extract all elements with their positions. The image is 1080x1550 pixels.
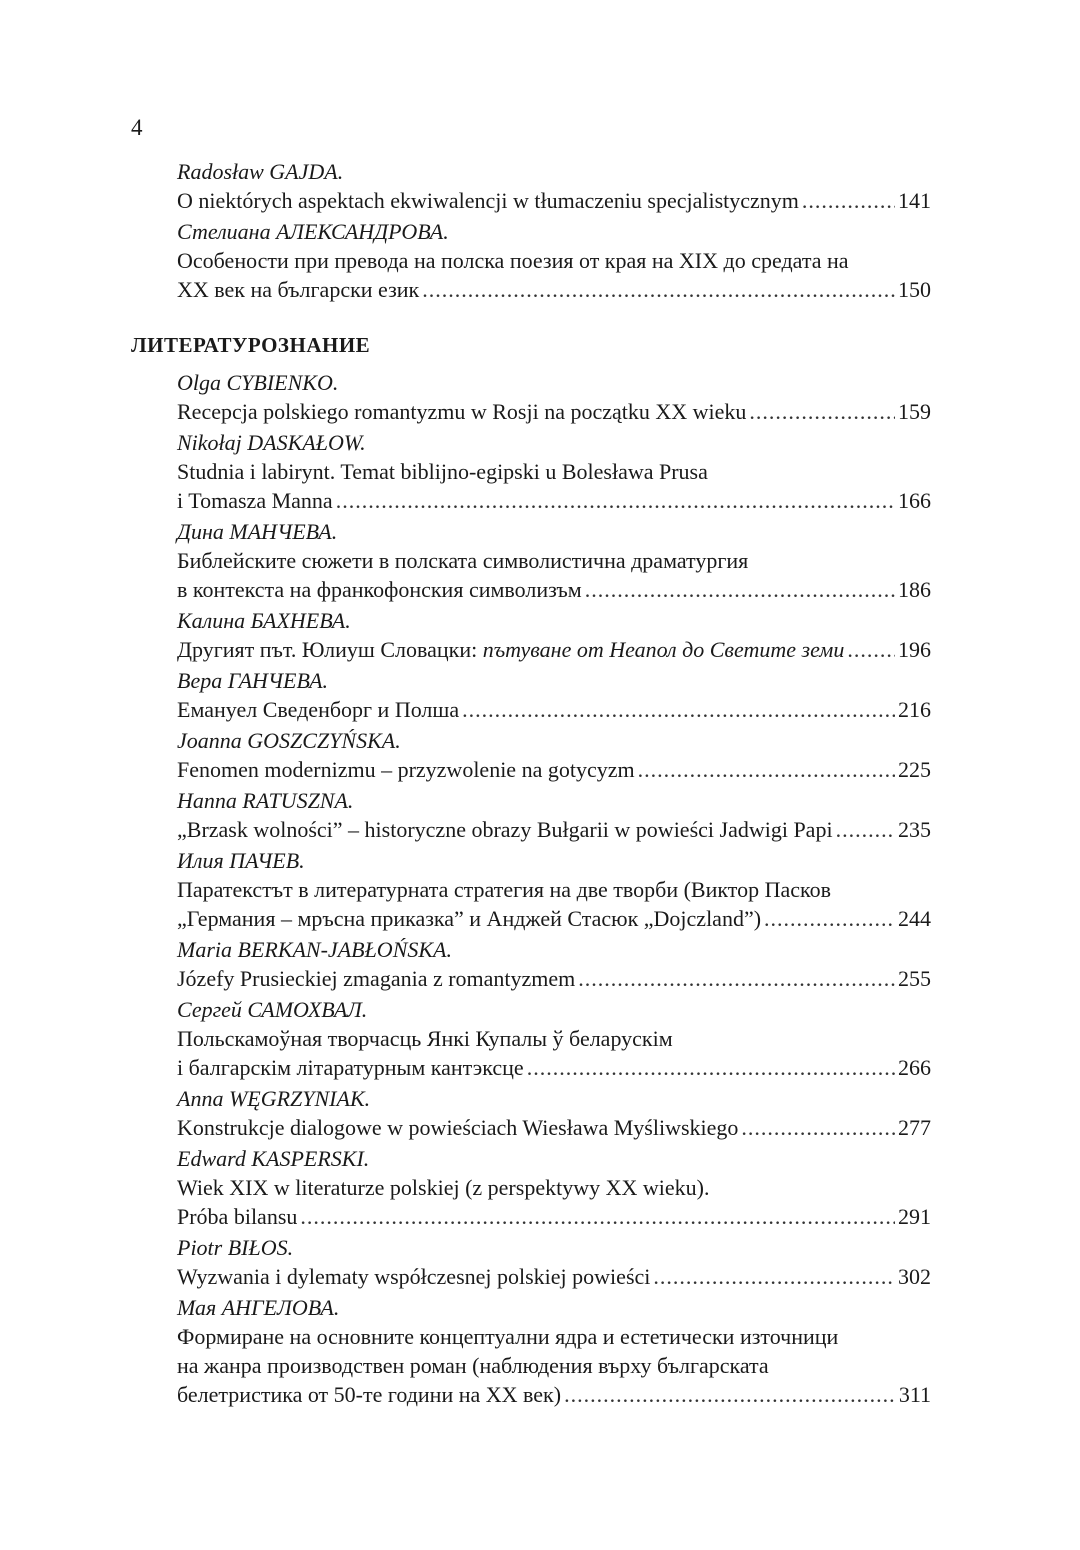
entry-author: Калина БАХНЕВА. <box>177 608 351 633</box>
toc-entry <box>131 935 931 993</box>
entry-title-text <box>177 695 459 724</box>
entry-title-line: Studnia i labirynt. Temat biblijno-egipski u Bolesława Prusa <box>177 459 708 484</box>
entry-title-last-line <box>177 695 931 724</box>
dot-leader <box>527 1053 895 1082</box>
dot-leader <box>422 275 895 304</box>
toc-entry <box>131 157 931 215</box>
entry-title-last-line <box>177 1380 931 1409</box>
entry-title-last-line <box>177 904 931 933</box>
entry-page-number: 141 <box>898 188 931 213</box>
dot-leader <box>564 1380 896 1409</box>
table-of-contents <box>131 157 931 1409</box>
toc-entry <box>131 428 931 515</box>
dot-leader <box>741 1113 895 1142</box>
entry-title-text <box>177 575 582 604</box>
toc-entry <box>131 606 931 664</box>
entry-page-number: 216 <box>898 697 931 722</box>
entry-author: Дина МАНЧЕВА. <box>177 519 338 544</box>
dot-leader <box>653 1262 895 1291</box>
entry-author: Edward KASPERSKI. <box>177 1146 370 1171</box>
toc-entry <box>131 846 931 933</box>
entry-title-last-line <box>177 397 931 426</box>
entry-author: Стелиана АЛЕКСАНДРОВА. <box>177 219 449 244</box>
entry-page-number: 266 <box>898 1055 931 1080</box>
entry-title: Другият път. Юлиуш Словацки: <box>177 637 483 662</box>
dot-leader <box>749 397 895 426</box>
entry-title-last-line <box>177 1202 931 1231</box>
entry-title-last-line <box>177 486 931 515</box>
entry-title: O niektórych aspektach ekwiwalencji w tłumaczeniu specjalistycznym <box>177 188 799 213</box>
entry-page-number: 235 <box>898 817 931 842</box>
toc-entry <box>131 726 931 784</box>
entry-title: белетристика от 50-те години на XX век) <box>177 1382 562 1407</box>
entry-page-number: 291 <box>898 1204 931 1229</box>
entry-title-text <box>177 635 844 664</box>
entry-title: „Brzask wolności” – historyczne obrazy Bułgarii w powieści Jadwigi Papi <box>177 817 833 842</box>
dot-leader <box>847 635 895 664</box>
entry-title-italic: пътуване от Неапол до Светите земи <box>482 637 845 662</box>
entry-author: Radosław GAJDA. <box>177 159 344 184</box>
entry-author: Nikołaj DASKAŁOW. <box>177 430 366 455</box>
toc-entry <box>131 517 931 604</box>
dot-leader <box>578 964 895 993</box>
entry-title: Konstrukcje dialogowe w powieściach Wiesława Myśliwskiego <box>177 1115 739 1140</box>
dot-leader <box>764 904 895 933</box>
entry-author: Anna WĘGRZYNIAK. <box>177 1086 371 1111</box>
entry-page-number: 166 <box>898 488 931 513</box>
entry-author: Maria BERKAN-JABŁOŃSKA. <box>177 937 452 962</box>
entry-title: i Tomasza Manna <box>177 488 333 513</box>
entry-title-text <box>177 904 761 933</box>
entry-title-text <box>177 755 635 784</box>
entry-title-line: Польскамоўная творчасць Янкі Купалы ў беларускім <box>177 1026 673 1051</box>
entry-page-number: 186 <box>898 577 931 602</box>
toc-entry <box>131 368 931 426</box>
entry-title-text <box>177 275 419 304</box>
entry-title-last-line <box>177 1262 931 1291</box>
entry-title-text <box>177 186 799 215</box>
dot-leader <box>336 486 895 515</box>
toc-entry <box>131 217 931 304</box>
entry-page-number: 277 <box>898 1115 931 1140</box>
entry-author: Piotr BIŁOS. <box>177 1235 294 1260</box>
entry-title-line: Формиране на основните концептуални ядра и естетически източници <box>177 1324 839 1349</box>
entry-title: Емануел Сведенборг и Полша <box>177 697 460 722</box>
entry-title-line: Паратекстът в литературната стратегия на две творби (Виктор Пасков <box>177 877 831 902</box>
entry-title-last-line <box>177 575 931 604</box>
entry-page-number: 302 <box>898 1264 931 1289</box>
entry-title: XX век на български език <box>177 277 420 302</box>
entry-title-last-line <box>177 1053 931 1082</box>
entry-author: Olga CYBIENKO. <box>177 370 339 395</box>
entry-title-text <box>177 1202 297 1231</box>
dot-leader <box>462 695 895 724</box>
entry-page-number: 311 <box>898 1382 931 1407</box>
dot-leader <box>638 755 895 784</box>
dot-leader <box>585 575 895 604</box>
entry-title-last-line <box>177 815 931 844</box>
entry-title-text <box>177 486 333 515</box>
entry-title-last-line <box>177 964 931 993</box>
entry-title: Józefy Prusieckiej zmagania z romantyzmem <box>177 966 576 991</box>
entry-title-text <box>177 964 575 993</box>
dot-leader <box>300 1202 895 1231</box>
entry-author: Илия ПАЧЕВ. <box>177 848 305 873</box>
entry-title-last-line <box>177 1113 931 1142</box>
entry-title-text <box>177 1053 524 1082</box>
entry-author: Мая АНГЕЛОВА. <box>177 1295 340 1320</box>
dot-leader <box>836 815 895 844</box>
entry-page-number: 255 <box>898 966 931 991</box>
entry-page-number: 225 <box>898 757 931 782</box>
entry-title: Fenomen modernizmu – przyzwolenie na gotycyzm <box>177 757 635 782</box>
toc-entry <box>131 666 931 724</box>
entry-title-line: Особености при превода на полска поезия от края на XIX до средата на <box>177 248 849 273</box>
entry-author: Вера ГАНЧЕВА. <box>177 668 329 693</box>
entry-title-text <box>177 815 833 844</box>
entry-author: Joanna GOSZCZYŃSKA. <box>177 728 401 753</box>
entry-title: „Германия – мръсна приказка” и Анджей Стасюк „Dojczland”) <box>177 906 762 931</box>
entry-title-line: Библейските сюжети в полската символистична драматургия <box>177 548 749 573</box>
entry-title-line: на жанра производствен роман (наблюдения върху българската <box>177 1353 769 1378</box>
entry-title-text <box>177 1262 650 1291</box>
entry-title-text <box>177 1113 738 1142</box>
entry-author: Сергей САМОХВАЛ. <box>177 997 368 1022</box>
entry-title-last-line <box>177 275 931 304</box>
page-number: 4 <box>131 115 143 140</box>
entry-page-number: 150 <box>898 277 931 302</box>
entry-page-number: 159 <box>898 399 931 424</box>
entry-title-last-line <box>177 186 931 215</box>
entry-page-number: 244 <box>898 906 931 931</box>
entry-author: Hanna RATUSZNA. <box>177 788 354 813</box>
toc-section-entries <box>131 368 931 1409</box>
entry-page-number: 196 <box>898 637 931 662</box>
entry-title-text <box>177 397 746 426</box>
toc-top-entries <box>131 157 931 304</box>
section-heading: ЛИТЕРАТУРОЗНАНИЕ <box>131 333 371 357</box>
toc-entry <box>131 1144 931 1231</box>
entry-title: Wyzwania i dylematy współczesnej polskiej powieści <box>177 1264 651 1289</box>
entry-title-last-line <box>177 755 931 784</box>
toc-entry <box>131 1233 931 1291</box>
dot-leader <box>802 186 895 215</box>
toc-entry <box>131 1084 931 1142</box>
toc-entry <box>131 1293 931 1409</box>
entry-title-last-line <box>177 635 931 664</box>
entry-title: в контекста на франкофонския символизъм <box>177 577 582 602</box>
entry-title: Recepcja polskiego romantyzmu w Rosji na początku XX wieku <box>177 399 747 424</box>
entry-title: і балгарскім літаратурным кантэксце <box>177 1055 524 1080</box>
entry-title-text <box>177 1380 561 1409</box>
toc-entry <box>131 995 931 1082</box>
toc-entry <box>131 786 931 844</box>
entry-title: Próba bilansu <box>177 1204 298 1229</box>
entry-title-line: Wiek XIX w literaturze polskiej (z perspektywy XX wieku). <box>177 1175 710 1200</box>
